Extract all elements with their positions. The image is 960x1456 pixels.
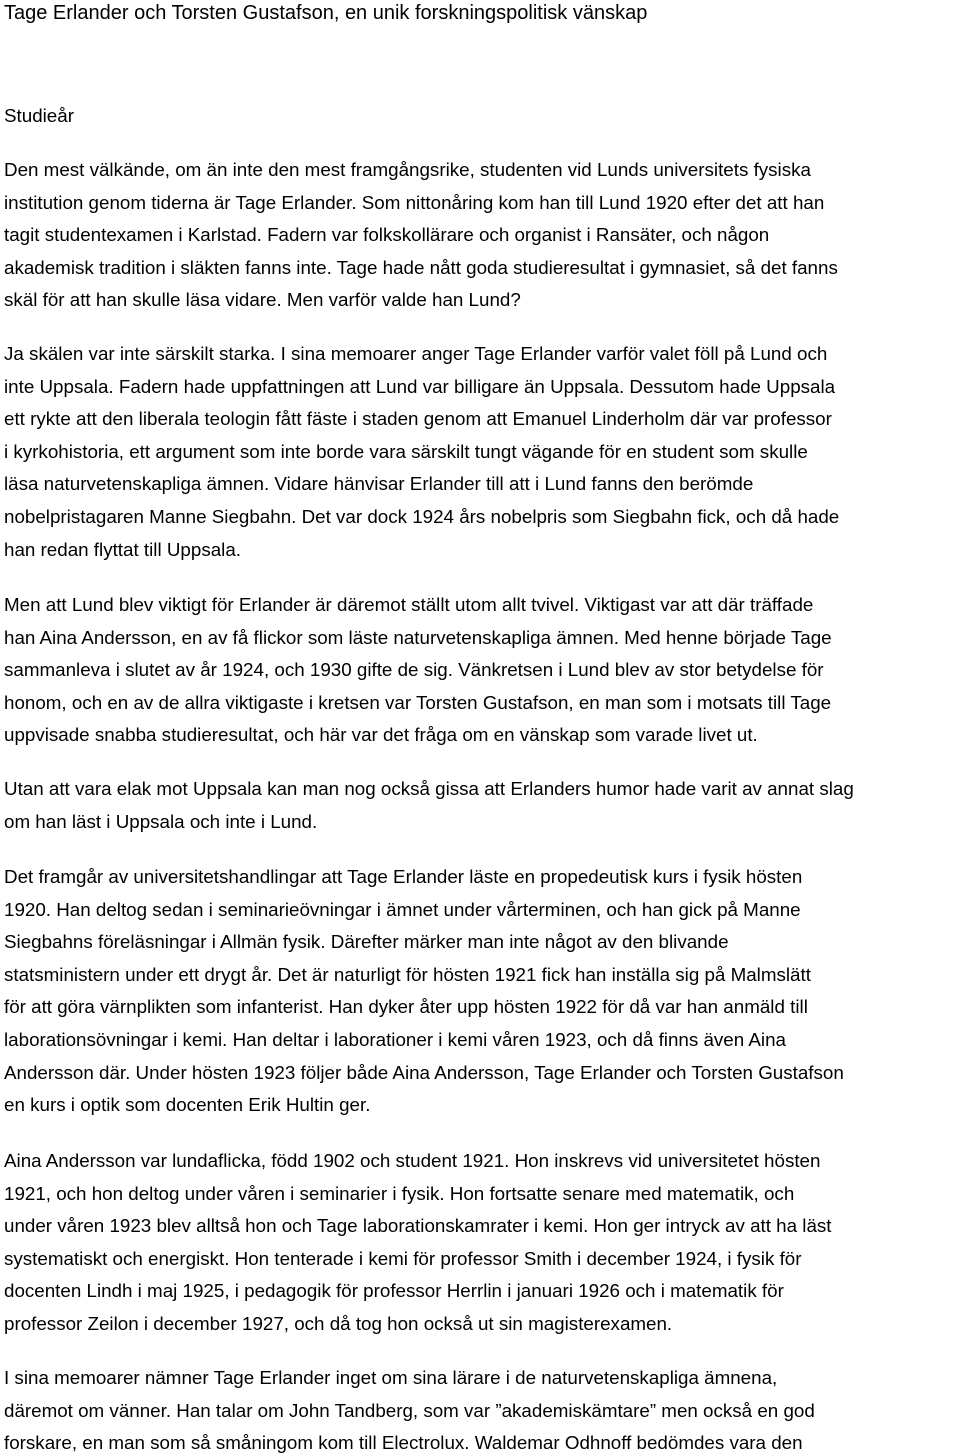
paragraph-line: Aina Andersson var lundaflicka, född 1902 och student 1921. Hon inskrevs vid universitetet hösten: [4, 1150, 821, 1171]
document-title: Tage Erlander och Torsten Gustafson, en unik forskningspolitisk vänskap: [4, 2, 648, 24]
paragraph-line: sammanleva i slutet av år 1924, och 1930 gifte de sig. Vänkretsen i Lund blev av stor betydelse för: [4, 659, 824, 681]
paragraph-line: forskare, en man som så småningom kom till Electrolux. Waldemar Odhnoff bedömdes vara den: [4, 1432, 803, 1454]
paragraph-line: ett rykte att den liberala teologin fått fäste i staden genom att Emanuel Linderholm där var professor: [4, 408, 832, 430]
paragraph-line: en kurs i optik som docenten Erik Hultin ger.: [4, 1094, 371, 1116]
paragraph-7: [4, 1362, 958, 1456]
paragraph-line: Siegbahns föreläsningar i Allmän fysik. Därefter märker man inte något av den blivande: [4, 931, 729, 953]
paragraph-2: [4, 338, 958, 566]
paragraph-line: systematiskt och energiskt. Hon tenterade i kemi för professor Smith i december 1924, i fysik för: [4, 1247, 802, 1269]
section-heading-text: Studieår: [4, 105, 74, 126]
paragraph-line: docenten Lindh i maj 1925, i pedagogik för professor Herrlin i januari 1926 och i matematik för: [4, 1280, 784, 1302]
paragraph-line: akademisk tradition i släkten fanns inte. Tage hade nått goda studieresultat i gymnasiet, så det fanns: [4, 256, 838, 278]
paragraph-line: laborationsövningar i kemi. Han deltar i laborationer i kemi våren 1923, och då finns även Aina: [4, 1028, 786, 1050]
paragraph-line: uppvisade snabba studieresultat, och här var det fråga om en vänskap som varade livet ut.: [4, 724, 758, 746]
paragraph-line: läsa naturvetenskapliga ämnen. Vidare hänvisar Erlander till att i Lund fanns den berömde: [4, 473, 754, 495]
paragraph-line: i kyrkohistoria, ett argument som inte borde vara särskilt tungt vägande för en student som skulle: [4, 440, 808, 462]
paragraph-5: [4, 861, 958, 1122]
paragraph-line: Utan att vara elak mot Uppsala kan man nog också gissa att Erlanders humor hade varit av annat slag: [4, 778, 854, 799]
paragraph-line: Den mest välkände, om än inte den mest framgångsrike, studenten vid Lunds universitets fysiska: [4, 159, 811, 180]
paragraph-line: tagit studentexamen i Karlstad. Fadern var folkskollärare och organist i Ransäter, och någon: [4, 224, 770, 246]
paragraph-line: 1920. Han deltog sedan i seminarieövningar i ämnet under vårterminen, och han gick på Manne: [4, 898, 801, 920]
paragraph-line: han Aina Andersson, en av få flickor som läste naturvetenskapliga ämnen. Med henne började Tage: [4, 626, 832, 648]
paragraph-line: Ja skälen var inte särskilt starka. I sina memoarer anger Tage Erlander varför valet föll på Lund och: [4, 343, 828, 364]
paragraph-line: Andersson där. Under hösten 1923 följer både Aina Andersson, Tage Erlander och Torsten Gustafson: [4, 1061, 844, 1083]
paragraph-line: 1921, och hon deltog under våren i seminarier i fysik. Hon fortsatte senare med matematik, och: [4, 1182, 795, 1204]
paragraph-line: skäl för att han skulle läsa vidare. Men varför valde han Lund?: [4, 289, 521, 311]
paragraph-6: [4, 1145, 958, 1341]
paragraph-line: Det framgår av universitetshandlingar att Tage Erlander läste en propedeutisk kurs i fysik hösten: [4, 866, 803, 887]
paragraph-line: Men att Lund blev viktigt för Erlander är däremot ställt utom allt tvivel. Viktigast var att där träffade: [4, 594, 814, 615]
paragraph-line: han redan flyttat till Uppsala.: [4, 538, 241, 560]
paragraph-line: nobelpristagaren Manne Siegbahn. Det var dock 1924 års nobelpris som Siegbahn fick, och då hade: [4, 505, 840, 527]
section-heading: [4, 100, 958, 133]
paragraph-line: institution genom tiderna är Tage Erlander. Som nittonåring kom han till Lund 1920 efter det att han: [4, 191, 825, 213]
paragraph-4: [4, 773, 958, 838]
paragraph-line: I sina memoarer nämner Tage Erlander inget om sina lärare i de naturvetenskapliga ämnena,: [4, 1367, 778, 1388]
paragraph-line: för att göra värnplikten som infanterist. Han dyker åter upp hösten 1922 för då var han anmäld till: [4, 996, 808, 1018]
paragraph-line: inte Uppsala. Fadern hade uppfattningen att Lund var billigare än Uppsala. Dessutom hade Uppsala: [4, 375, 836, 397]
paragraph-line: däremot om vänner. Han talar om John Tandberg, som var ”akademiskämtare” men också en god: [4, 1399, 815, 1421]
paragraph-line: professor Zeilon i december 1927, och då tog hon också ut sin magisterexamen.: [4, 1312, 673, 1334]
paragraph-1: [4, 154, 958, 317]
paragraph-line: om han läst i Uppsala och inte i Lund.: [4, 810, 318, 832]
paragraph-line: statsministern under ett drygt år. Det är naturligt för hösten 1921 fick han inställa sig på Malmslätt: [4, 963, 811, 985]
paragraph-line: under våren 1923 blev alltså hon och Tage laborationskamrater i kemi. Hon ger intryck av att ha läst: [4, 1215, 832, 1237]
paragraph-3: [4, 589, 958, 752]
paragraph-line: honom, och en av de allra viktigaste i kretsen var Torsten Gustafson, en man som i motsats till Tage: [4, 691, 832, 713]
